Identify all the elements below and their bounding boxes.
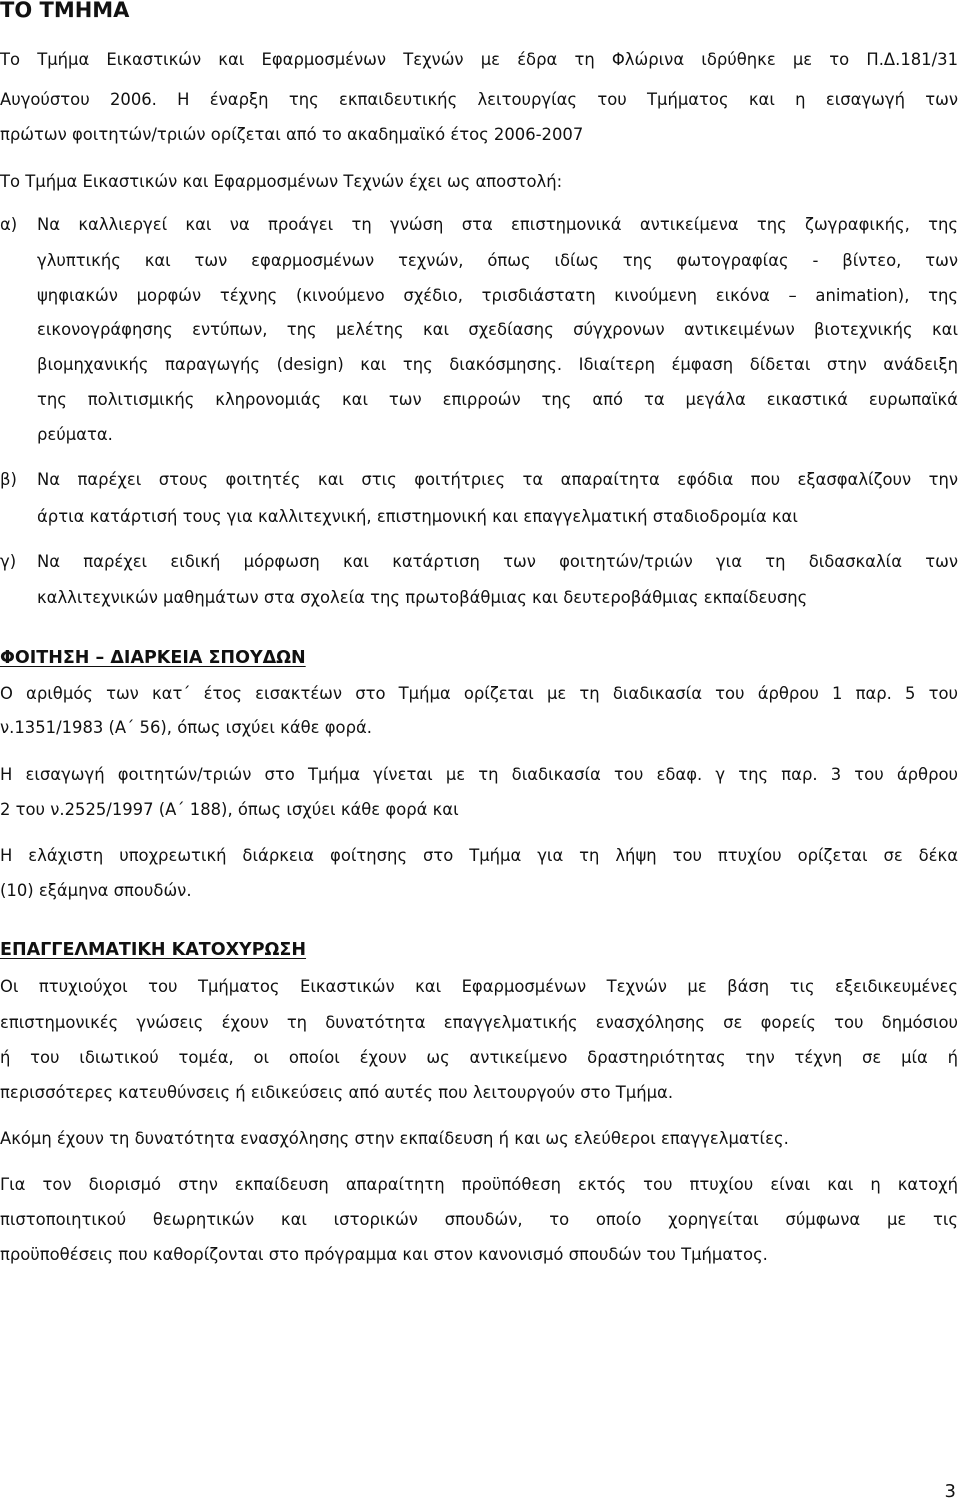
paragraph-line: (10) εξάμηνα σπουδών. <box>0 881 192 900</box>
list-item-line: Να παρέχει ειδική μόρφωση και κατάρτιση των φοιτητών/τριών για τη διδασκαλία των <box>37 552 958 571</box>
section-heading-study-text: ΦΟΙΤΗΣΗ – ΔΙΑΡΚΕΙΑ ΣΠΟΥΔΩΝ <box>0 648 306 668</box>
list-item-line: καλλιτεχνικών μαθημάτων στα σχολεία της πρωτοβάθμιας και δευτεροβάθμιας εκπαίδευσης <box>37 588 808 607</box>
list-item-line: της πολιτισμικής κληρονομιάς και των επιρροών της από τα μεγάλα εικαστικά ευρωπαϊκά <box>37 390 958 409</box>
section-heading-study <box>0 645 958 671</box>
paragraph-line: προϋποθέσεις που καθορίζονται στο πρόγραμμα και στον κανονισμό σπουδών του Τμήματος. <box>0 1245 768 1264</box>
list-item-line: Να παρέχει στους φοιτητές και στις φοιτήτριες τα απαραίτητα εφόδια που εξασφαλίζουν την <box>37 470 958 489</box>
page-number: 3 <box>944 1481 956 1502</box>
list-item-line: βιομηχανικής παραγωγής (design) και της διακόσμησης. Ιδιαίτερη έμφαση δίδεται στην ανάδειξη <box>37 355 958 374</box>
list-item-line: γλυπτικής και των εφαρμοσμένων τεχνών, όπως ιδίως της φωτογραφίας - βίντεο, των <box>37 251 958 270</box>
list-marker-b: β) <box>0 470 17 489</box>
section-heading-career-text: ΕΠΑΓΓΕΛΜΑΤΙΚΗ ΚΑΤΟΧΥΡΩΣΗ <box>0 940 307 960</box>
paragraph-line: επιστημονικές γνώσεις έχουν τη δυνατότητα επαγγελματικής ενασχόλησης σε φορείς του δημόσιου <box>0 1013 958 1032</box>
paragraph-line: Οι πτυχιούχοι του Τμήματος Εικαστικών και Εφαρμοσμένων Τεχνών με βάση τις εξειδικευμένες <box>0 977 958 996</box>
list-item-line: άρτια κατάρτισή τους για καλλιτεχνική, επιστημονική και επαγγελματική σταδιοδρομία και <box>37 507 798 526</box>
paragraph-line: πρώτων φοιτητών/τριών ορίζεται από το ακαδημαϊκό έτος 2006-2007 <box>0 125 584 144</box>
paragraph-line: Η ελάχιστη υποχρεωτική διάρκεια φοίτησης στο Τμήμα για τη λήψη του πτυχίου ορίζεται σε δέκα <box>0 846 958 865</box>
list-marker-a: α) <box>0 215 18 234</box>
paragraph-line: ή του ιδιωτικού τομέα, οι οποίοι έχουν ως αντικείμενο δραστηριότητας την τέχνη σε μία ή <box>0 1048 958 1067</box>
paragraph-line: Το Τμήμα Εικαστικών και Εφαρμοσμένων Τεχνών έχει ως αποστολή: <box>0 172 563 191</box>
list-item-line: ρεύματα. <box>37 425 113 444</box>
paragraph-line: πιστοποιητικού θεωρητικών και ιστορικών σπουδών, το οποίο χορηγείται σύμφωνα με τις <box>0 1210 958 1229</box>
paragraph-line: Για τον διορισμό στην εκπαίδευση απαραίτητη προϋπόθεση εκτός του πτυχίου είναι και η κατοχή <box>0 1175 958 1194</box>
paragraph-line: Ακόμη έχουν τη δυνατότητα ενασχόλησης στην εκπαίδευση ή και ως ελεύθεροι επαγγελματίες. <box>0 1129 789 1148</box>
paragraph-line: Ο αριθμός των κατ΄ έτος εισακτέων στο Τμήμα ορίζεται με τη διαδικασία του άρθρου 1 παρ. 5 του <box>0 684 958 703</box>
paragraph-line: Αυγούστου 2006. Η έναρξη της εκπαιδευτικής λειτουργίας του Τμήματος και η εισαγωγή των <box>0 90 958 109</box>
paragraph-line: Το Τμήμα Εικαστικών και Εφαρμοσμένων Τεχνών με έδρα τη Φλώρινα ιδρύθηκε με το Π.Δ.181/31 <box>0 50 958 69</box>
paragraph-line: Η εισαγωγή φοιτητών/τριών στο Τμήμα γίνεται με τη διαδικασία του εδαφ. γ της παρ. 3 του άρθρου <box>0 765 958 784</box>
section-heading-department: ΤΟ ΤΜΗΜΑ <box>0 0 130 22</box>
paragraph-line: 2 του ν.2525/1997 (Α΄ 188), όπως ισχύει κάθε φορά και <box>0 800 459 819</box>
list-item-line: ψηφιακών μορφών τέχνης (κινούμενο σχέδιο, τρισδιάστατη κινούμενη εικόνα – animation), της <box>37 286 958 305</box>
paragraph-line: περισσότερες κατευθύνσεις ή ειδικεύσεις από αυτές που λειτουργούν στο Τμήμα. <box>0 1083 674 1102</box>
list-marker-c: γ) <box>0 552 17 571</box>
list-item-line: εικονογράφησης εντύπων, της μελέτης και σχεδίασης σύγχρονων αντικειμένων βιοτεχνικής και <box>37 320 958 339</box>
list-item-line: Να καλλιεργεί και να προάγει τη γνώση στα επιστημονικά αντικείμενα της ζωγραφικής, της <box>37 215 958 234</box>
section-heading-career <box>0 937 958 963</box>
paragraph-line: ν.1351/1983 (Α΄ 56), όπως ισχύει κάθε φορά. <box>0 718 372 737</box>
